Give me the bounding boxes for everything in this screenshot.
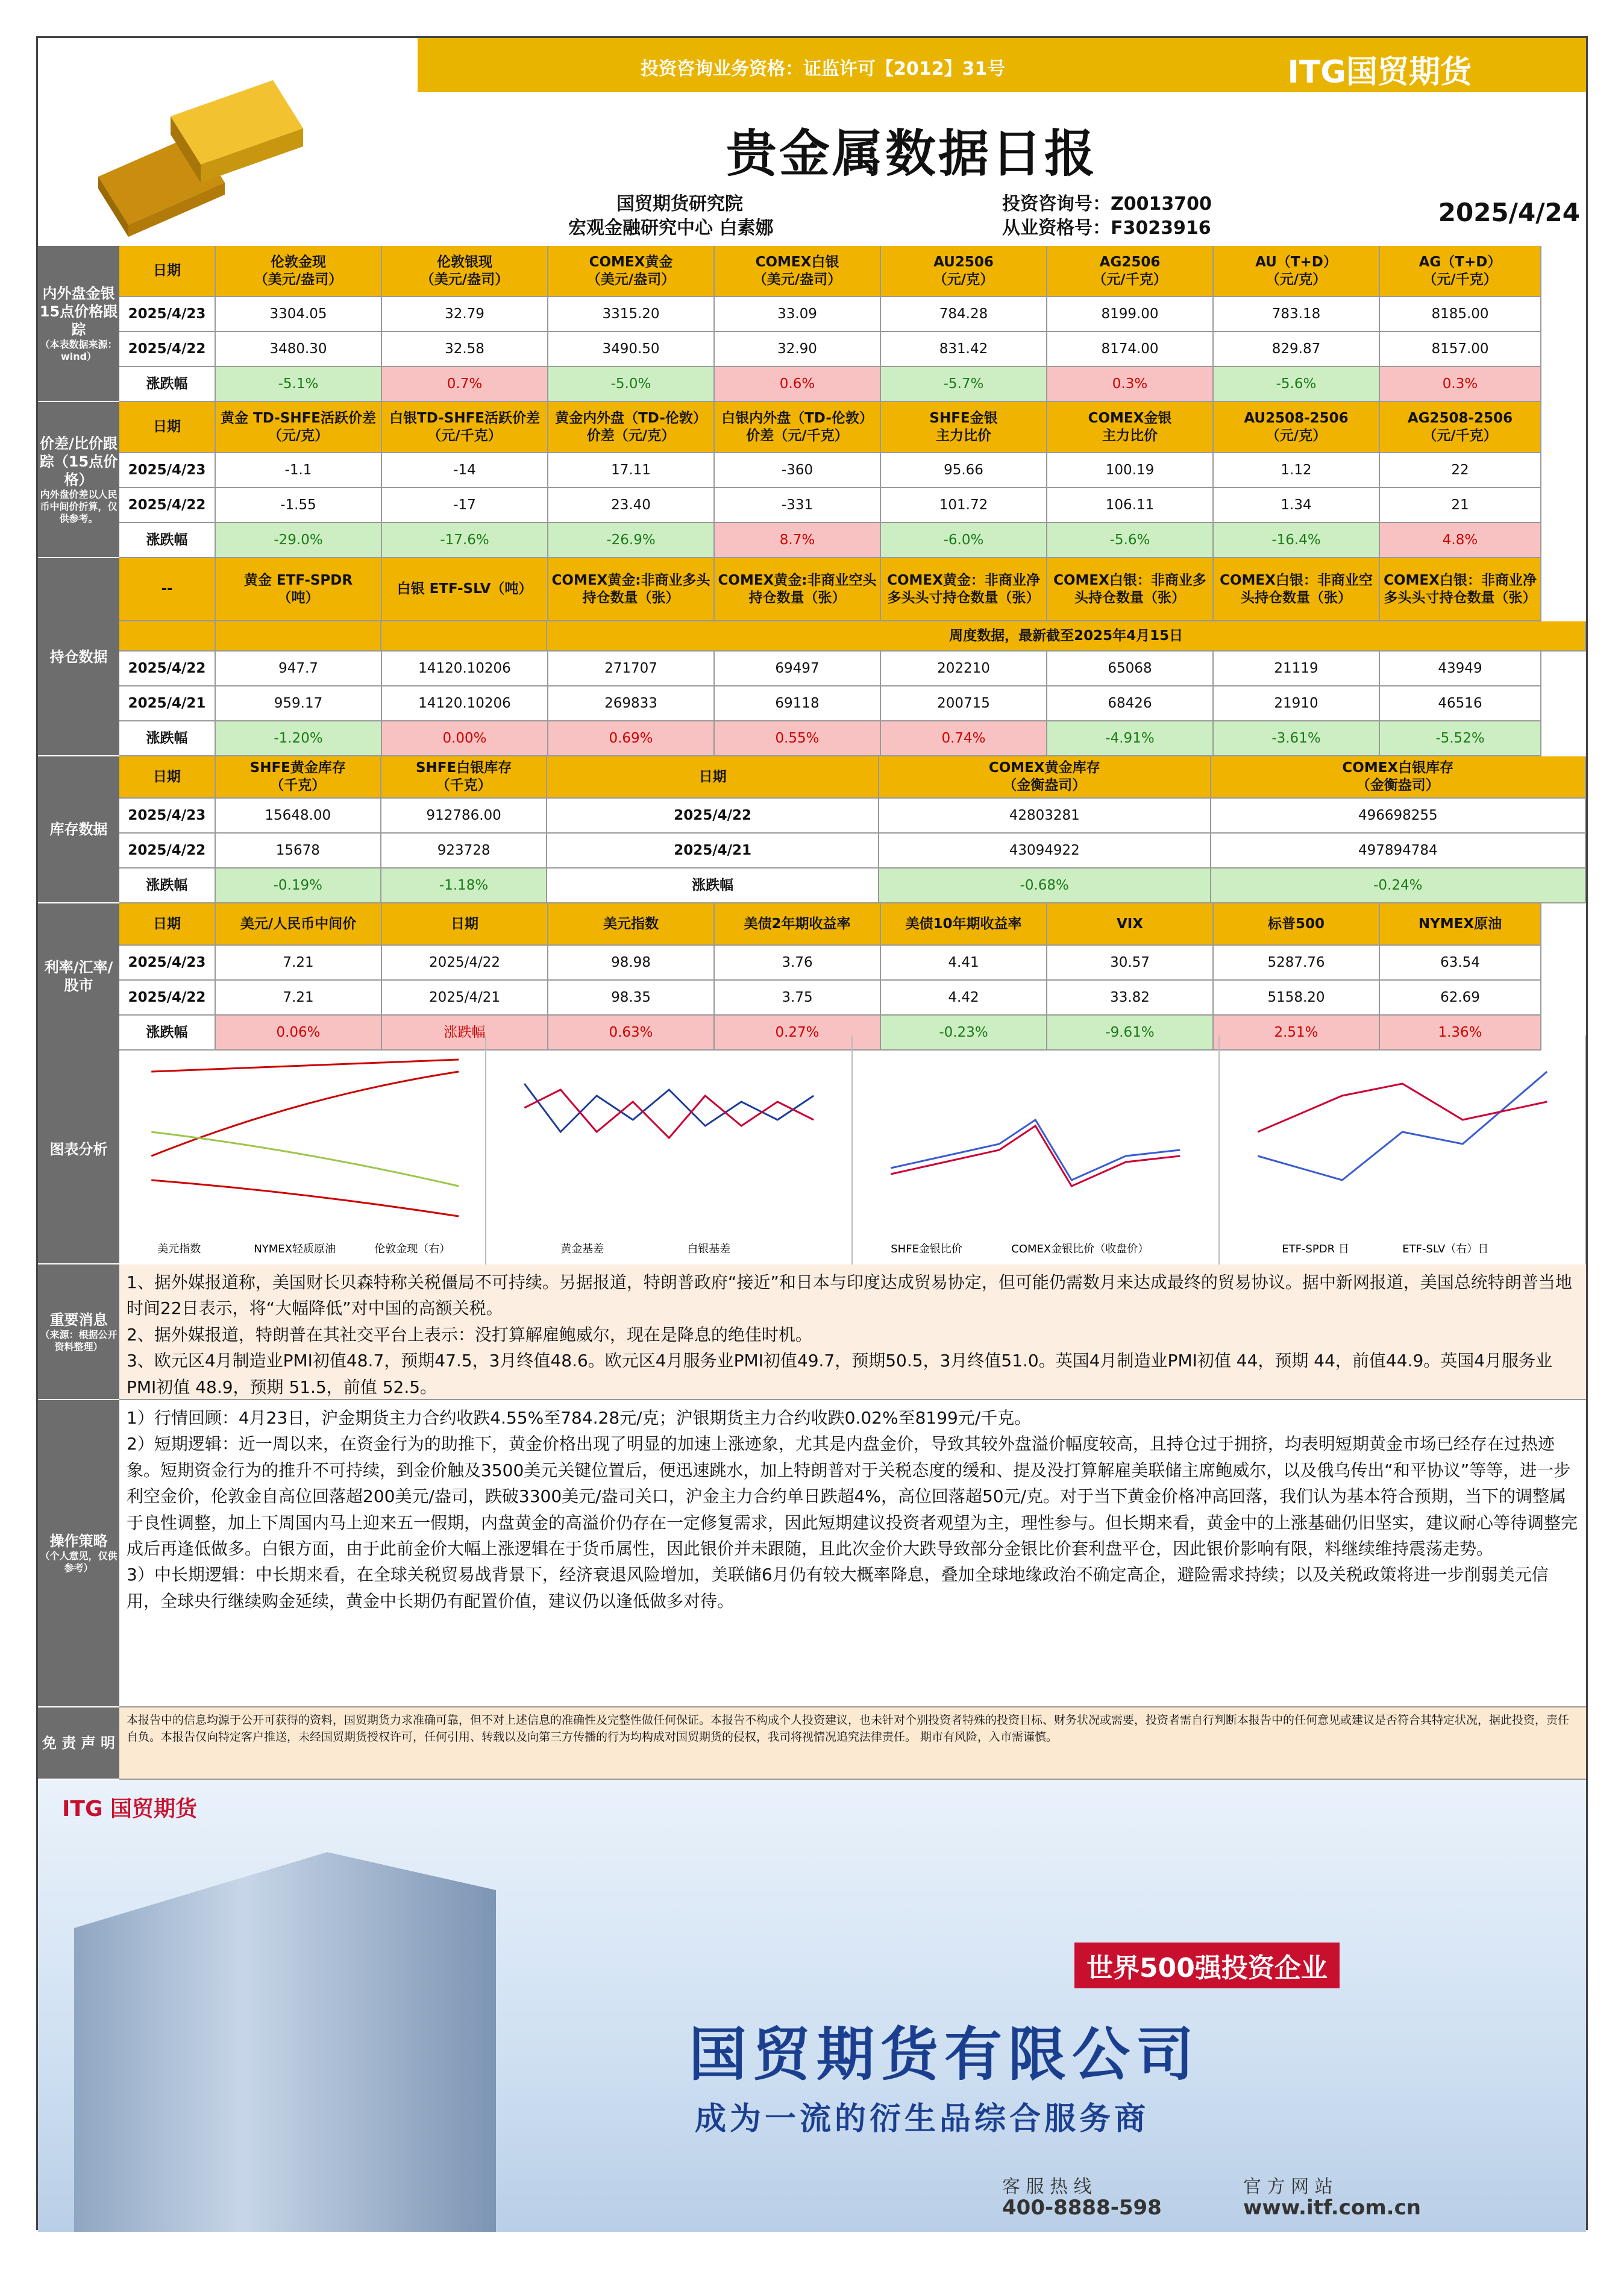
table-cell: 46516 — [1380, 686, 1541, 721]
table-cell: -17.6% — [382, 523, 548, 558]
table-cell: 美元/人民币中间价 — [216, 903, 382, 946]
table-row — [119, 869, 1586, 903]
building-image — [74, 1852, 496, 2232]
banner-company: 国贸期货有限公司 — [689, 2021, 1200, 2088]
license-text: 投资咨询业务资格：证监许可【2012】31号 — [641, 58, 1006, 80]
table-cell: 202210 — [881, 652, 1047, 686]
table-row — [119, 488, 1586, 523]
legend-item: NYMEX轻质原油 — [254, 1243, 336, 1255]
table-cell: 2.51% — [1214, 1016, 1380, 1051]
table-cell: 959.17 — [216, 686, 382, 721]
table-cell: 3304.05 — [216, 297, 382, 332]
table-cell — [119, 621, 216, 652]
table-cell: 106.11 — [1047, 488, 1214, 523]
table-cell: 0.7% — [382, 367, 548, 402]
report-page — [36, 36, 1588, 2230]
banner-slogan2: 成为一流的衍生品综合服务商 — [695, 2101, 1150, 2137]
table-cell: 8185.00 — [1380, 297, 1541, 332]
table-cell: 涨跌幅 — [119, 1016, 216, 1051]
table-cell: 黄金 ETF-SPDR （吨） — [216, 558, 382, 621]
report-date: 2025/4/24 — [1438, 198, 1580, 227]
table-cell: 3.76 — [715, 946, 881, 981]
table-cell: 2025/4/22 — [547, 799, 879, 834]
legend-item: ETF-SPDR 日 — [1281, 1243, 1349, 1255]
table-cell — [216, 621, 381, 652]
table-cell: 5287.76 — [1214, 946, 1380, 981]
table-cell: 98.35 — [548, 981, 715, 1016]
table-cell: COMEX黄金:非商业多头持仓数量（张） — [548, 558, 715, 621]
strategy-text: 1）行情回顾：4月23日，沪金期货主力合约收跌4.55%至784.28元/克；沪银期货主力合约收跌0.02%至8199元/千克。 2）短期逻辑：近一周以来，在资金行为的助推下，黄金价格出现了明显的加速上涨迹象，尤其是内盘金价，导致其较外盘溢价幅度较高，且持仓过于拥挤，均表明短期黄金市场已经存在过热迹象。短期资金行为的推升不可持续，到金价触及3500美元关键位置后，便迅速跳水，加上特朗普对于关税态度的缓和、提及没打算解雇美联储主席鲍威尔，以及俄乌传出“和平协议”等等，进一步利空金价，伦敦金自高位回落超200美元/盎司，跌破3300美元/盎司关口，沪金主力合约单日跌超4%，高位回落超50元/克。对于当下黄金价格冲高回落，我们认为基本符合预期，当下的调整属于良性调整，加上下周国内马上迎来五一假期，内盘黄金的高溢价仍存在一定修复需求，因此短期建议投资者观望为主，理性参与。但长期来看，黄金中的上涨基础仍旧坚实，建议耐心等待调整完成后再逢低做多。白银方面，由于此前金价大幅上涨逻辑在于货币属性，因此银价并未跟随，且此次金价大跌导致部分金银比价套利盘平仓，因此银价影响有限，料继续维持震荡走势。 3）中长期逻辑：中长期来看，在全球关税贸易战背景下，经济衰退风险增加，美联储6月仍有较大概率降息，叠加全球地缘政治不确定高企，避险需求持续；以及关税政策将进一步削弱美元信用，全球央行继续购金延续，黄金中长期仍有配置价值，建议仍以逢低做多对待。 — [119, 1400, 1586, 1707]
table-cell: 日期 — [119, 402, 216, 453]
table-cell: NYMEX原油 — [1380, 903, 1541, 946]
table-row — [119, 981, 1586, 1016]
table-cell: 65068 — [1047, 652, 1214, 686]
table-cell: 2025/4/21 — [382, 981, 548, 1016]
table-cell: SHFE白银库存 （千克） — [381, 756, 547, 799]
table-row — [119, 523, 1586, 558]
table-cell: 784.28 — [881, 297, 1047, 332]
table-cell: 42803281 — [879, 799, 1211, 834]
table-cell: 912786.00 — [381, 799, 547, 834]
table-cell: 日期 — [119, 903, 216, 946]
license-bar — [418, 38, 1586, 92]
table-row — [119, 621, 1586, 652]
table-cell: 2025/4/22 — [119, 652, 216, 686]
table-cell: 8199.00 — [1047, 297, 1214, 332]
table-cell: 43949 — [1380, 652, 1541, 686]
table-cell: 7.21 — [216, 946, 382, 981]
table-cell: 32.79 — [382, 297, 548, 332]
table-cell: -5.6% — [1214, 367, 1380, 402]
hotline-number: 400-8888-598 — [1002, 2196, 1162, 2220]
table-cell: -331 — [715, 488, 881, 523]
table-cell: 标普500 — [1214, 903, 1380, 946]
org-center: 宏观金融研究中心 白素娜 — [568, 218, 774, 239]
table-cell: 涨跌幅 — [547, 869, 879, 903]
table-cell: 伦敦金现 （美元/盎司） — [216, 246, 382, 297]
table-row — [119, 756, 1586, 799]
table-cell: 783.18 — [1214, 297, 1380, 332]
section-label: 图表分析 — [49, 1141, 108, 1158]
table-cell: 2025/4/23 — [119, 946, 216, 981]
table-cell: -16.4% — [1214, 523, 1380, 558]
table-cell: 269833 — [548, 686, 715, 721]
table-cell: 43094922 — [879, 834, 1211, 869]
table-cell: SHFE金银 主力比价 — [881, 402, 1047, 453]
table-cell: 2025/4/22 — [382, 946, 548, 981]
table-cell: 0.69% — [548, 721, 715, 756]
table-cell: AU2506 （元/克） — [881, 246, 1047, 297]
table-cell: 496698255 — [1211, 799, 1586, 834]
table-cell: 7.21 — [216, 981, 382, 1016]
table-cell: 829.87 — [1214, 332, 1380, 367]
hotline-label: 客 服 热 线 — [1002, 2176, 1092, 2197]
legend-item: COMEX金银比价（收盘价） — [1011, 1243, 1149, 1255]
table-cell: 8.7% — [715, 523, 881, 558]
table-cell: 黄金 TD-SHFE活跃价差（元/克） — [216, 402, 382, 453]
table-cell: SHFE黄金库存 （千克） — [216, 756, 381, 799]
chart-gold-silver-ratio — [853, 1035, 1220, 1264]
table-cell: -- — [119, 558, 216, 621]
table-row — [119, 834, 1586, 869]
table-cell: 831.42 — [881, 332, 1047, 367]
table-cell: AG2508-2506 （元/千克） — [1380, 402, 1541, 453]
org-name: 国贸期货研究院 — [616, 193, 743, 215]
table-cell: -5.7% — [881, 367, 1047, 402]
table-cell: 白银 ETF-SLV（吨） — [382, 558, 548, 621]
table-cell: COMEX黄金 （美元/盎司） — [548, 246, 715, 297]
table-cell: 黄金内外盘（TD-伦敦）价差（元/克） — [548, 402, 715, 453]
table-cell: COMEX黄金：非商业净多头头寸持仓数量（张） — [881, 558, 1047, 621]
section-label: 操作策略 — [49, 1533, 108, 1550]
table-cell: 69118 — [715, 686, 881, 721]
section-side: 价差/比价跟踪（15点价格） 内外盘价差以人民币中间价折算，仅供参考。 — [38, 402, 119, 558]
table-cell: 日期 — [547, 756, 879, 799]
table-cell: 日期 — [119, 756, 216, 799]
section-side: 持仓数据 — [38, 558, 119, 756]
section-strategy — [38, 1400, 119, 1707]
table-cell: -0.19% — [216, 869, 381, 903]
table-cell: 33.09 — [715, 297, 881, 332]
table-cell: 23.40 — [548, 488, 715, 523]
section-label: 重要消息 — [49, 1311, 108, 1328]
table-cell: 2025/4/22 — [119, 981, 216, 1016]
table-row — [119, 367, 1586, 402]
table-cell: -0.24% — [1211, 869, 1586, 903]
table-cell: 3490.50 — [548, 332, 715, 367]
brand-logo: ITG国贸期货 — [1287, 54, 1472, 90]
table-cell: 200715 — [881, 686, 1047, 721]
table-cell: 2025/4/22 — [119, 488, 216, 523]
chart-dxy-oil-gold — [119, 1035, 486, 1264]
table-cell: 68426 — [1047, 686, 1214, 721]
table-cell: -1.20% — [216, 721, 382, 756]
table-cell: 涨跌幅 — [119, 721, 216, 756]
table-cell: 14120.10206 — [382, 686, 548, 721]
table-cell: 4.41 — [881, 946, 1047, 981]
table-cell: 4.8% — [1380, 523, 1541, 558]
section-disclaimer — [38, 1707, 119, 1780]
site-url[interactable]: www.itf.com.cn — [1243, 2196, 1421, 2220]
table-cell: -26.9% — [548, 523, 715, 558]
table-cell: -5.52% — [1380, 721, 1541, 756]
table-cell: 2025/4/23 — [119, 453, 216, 488]
table-cell: -9.61% — [1047, 1016, 1214, 1051]
table-cell: 0.63% — [548, 1016, 715, 1051]
table-cell: -29.0% — [216, 523, 382, 558]
table-cell: 3.75 — [715, 981, 881, 1016]
table-cell: 497894784 — [1211, 834, 1586, 869]
table-row — [119, 686, 1586, 721]
table-cell: 100.19 — [1047, 453, 1214, 488]
table-cell: 947.7 — [216, 652, 382, 686]
table-cell: 923728 — [381, 834, 547, 869]
table-cell: 2025/4/23 — [119, 297, 216, 332]
table-cell: 95.66 — [881, 453, 1047, 488]
section-note: （来源：根据公开资料整理） — [40, 1328, 118, 1352]
table-cell: 3315.20 — [548, 297, 715, 332]
table-cell — [381, 621, 547, 652]
section-note: （个人意见，仅供参考） — [40, 1550, 118, 1574]
legend-item: 伦敦金现（右） — [374, 1243, 451, 1255]
table-cell: 涨跌幅 — [382, 1016, 548, 1051]
table-cell: 62.69 — [1380, 981, 1541, 1016]
table-cell: -5.6% — [1047, 523, 1214, 558]
table-cell: VIX — [1047, 903, 1214, 946]
legend-item: 白银基差 — [686, 1243, 730, 1255]
table-cell: 美元指数 — [548, 903, 715, 946]
table-cell: COMEX白银：非商业多头持仓数量（张） — [1047, 558, 1214, 621]
table-cell: 69497 — [715, 652, 881, 686]
table-cell: 美债10年期收益率 — [881, 903, 1047, 946]
table-cell: 98.98 — [548, 946, 715, 981]
disclaimer-text: 本报告中的信息均源于公开可获得的资料，国贸期货力求准确可靠，但不对上述信息的准确性及完整性做任何保证。本报告不构成个人投资建议，也未针对个别投资者特殊的投资目标、财务状况或需要，投资者需自行判断本报告中的任何意见或建议是否符合其特定状况，据此投资，责任自负。本报告仅向特定客户推送，未经国贸期货授权许可，任何引用、转载以及向第三方传播的行为均构成对国贸期货的侵权，我司将视情况追究法律责任。 期市有风险，入市需谨慎。 — [119, 1707, 1586, 1780]
table-cell: 1.12 — [1214, 453, 1380, 488]
table-cell: COMEX白银 （美元/盎司） — [715, 246, 881, 297]
gold-bar-icon — [74, 62, 351, 243]
table-cell: AG2506 （元/千克） — [1047, 246, 1214, 297]
table-cell: 21119 — [1214, 652, 1380, 686]
table-cell: 32.58 — [382, 332, 548, 367]
table-cell: AU（T+D） （元/克） — [1214, 246, 1380, 297]
table-cell: 15648.00 — [216, 799, 381, 834]
table-cell: 4.42 — [881, 981, 1047, 1016]
table-row — [119, 558, 1586, 621]
table-cell: 101.72 — [881, 488, 1047, 523]
table-cell: -6.0% — [881, 523, 1047, 558]
table-cell: 0.3% — [1047, 367, 1214, 402]
table-cell: -5.0% — [548, 367, 715, 402]
table-cell: 2025/4/23 — [119, 799, 216, 834]
table-cell: 2025/4/22 — [119, 834, 216, 869]
table-cell: AU2508-2506 （元/克） — [1214, 402, 1380, 453]
practice-number: 从业资格号：F3023916 — [1002, 218, 1211, 239]
chart-etf-holdings — [1220, 1035, 1587, 1264]
table-row — [119, 652, 1586, 686]
table-cell: 5158.20 — [1214, 981, 1380, 1016]
table-cell: COMEX白银：非商业净多头头寸持仓数量（张） — [1380, 558, 1541, 621]
table-cell: -5.1% — [216, 367, 382, 402]
table-cell: 32.90 — [715, 332, 881, 367]
table-cell: COMEX黄金库存 （金衡盎司） — [879, 756, 1211, 799]
charts-row — [119, 1035, 1586, 1264]
table-cell: 涨跌幅 — [119, 367, 216, 402]
table-row — [119, 332, 1586, 367]
table-cell: -0.68% — [879, 869, 1211, 903]
section-side: 利率/汇率/股市 — [38, 903, 119, 1051]
table-cell: 0.00% — [382, 721, 548, 756]
section-side: 内外盘金银15点价格跟踪 （本表数据来源：wind） — [38, 246, 119, 402]
table-cell: -3.61% — [1214, 721, 1380, 756]
legend-item: 黄金基差 — [560, 1243, 604, 1255]
table-cell: 271707 — [548, 652, 715, 686]
table-cell: 白银内外盘（TD-伦敦）价差（元/千克） — [715, 402, 881, 453]
table-cell: 30.57 — [1047, 946, 1214, 981]
table-cell: 0.06% — [216, 1016, 382, 1051]
table-cell: -1.55 — [216, 488, 382, 523]
report-title: 贵金属数据日报 — [726, 124, 1097, 183]
table-row — [119, 799, 1586, 834]
site-label: 官 方 网 站 — [1243, 2176, 1333, 2197]
table-cell: 2025/4/22 — [119, 332, 216, 367]
table-cell: 17.11 — [548, 453, 715, 488]
table-cell: COMEX黄金:非商业空头持仓数量（张） — [715, 558, 881, 621]
table-cell: 涨跌幅 — [119, 869, 216, 903]
table-cell: 8174.00 — [1047, 332, 1214, 367]
table-row — [119, 402, 1586, 453]
table-row — [119, 903, 1586, 946]
table-cell: 63.54 — [1380, 946, 1541, 981]
table-cell: 1.34 — [1214, 488, 1380, 523]
table-cell: -17 — [382, 488, 548, 523]
table-cell: 0.6% — [715, 367, 881, 402]
table-cell: 21910 — [1214, 686, 1380, 721]
table-cell: COMEX白银：非商业空头持仓数量（张） — [1214, 558, 1380, 621]
table-cell: 1.36% — [1380, 1016, 1541, 1051]
table-cell: -1.18% — [381, 869, 547, 903]
table-cell: 0.3% — [1380, 367, 1541, 402]
consult-number: 投资咨询号：Z0013700 — [1002, 193, 1212, 215]
table-cell: 14120.10206 — [382, 652, 548, 686]
table-cell: 33.82 — [1047, 981, 1214, 1016]
table-cell: -360 — [715, 453, 881, 488]
table-cell: -1.1 — [216, 453, 382, 488]
table-cell: 21 — [1380, 488, 1541, 523]
legend-item: 美元指数 — [157, 1243, 201, 1255]
table-row — [119, 246, 1586, 297]
table-cell: 2025/4/21 — [119, 686, 216, 721]
table-row — [119, 453, 1586, 488]
table-cell: 0.27% — [715, 1016, 881, 1051]
table-row — [119, 721, 1586, 756]
table-cell: 涨跌幅 — [119, 523, 216, 558]
table-cell: 美债2年期收益率 — [715, 903, 881, 946]
table-cell: 白银TD-SHFE活跃价差（元/千克） — [382, 402, 548, 453]
table-row — [119, 946, 1586, 981]
section-charts — [38, 1035, 119, 1264]
chart-basis — [486, 1035, 853, 1264]
table-cell: COMEX金银 主力比价 — [1047, 402, 1214, 453]
legend-item: SHFE金银比价 — [891, 1243, 962, 1255]
section-news — [38, 1264, 119, 1400]
table-cell: 3480.30 — [216, 332, 382, 367]
section-label: 免 责 声 明 — [42, 1735, 116, 1751]
section-side: 库存数据 — [38, 756, 119, 903]
table-cell: 日期 — [382, 903, 548, 946]
table-cell: 0.55% — [715, 721, 881, 756]
news-text: 1、据外媒报道称，美国财长贝森特称关税僵局不可持续。另据报道，特朗普政府“接近”和日本与印度达成贸易协定，但可能仍需数月来达成最终的贸易协议。据中新网报道，美国总统特朗普当地时间22日表示，将“大幅降低”对中国的高额关税。 2、据外媒报道，特朗普在其社交平台上表示：没打算解雇鲍威尔，现在是降息的绝佳时机。 3、欧元区4月制造业PMI初值48.7，预期47.5，3月终值48.6。欧元区4月服务业PMI初值49.7，预期50.5，3月终值51.0。英国4月制造业PMI初值 44，预期 44，前值44.9。英国4月服务业PMI初值 48.9，预期 51.5，前值 52.5。 — [119, 1264, 1586, 1400]
table-cell: 15678 — [216, 834, 381, 869]
table-cell: -0.23% — [881, 1016, 1047, 1051]
company-banner — [38, 1780, 1586, 2232]
table-cell: 8157.00 — [1380, 332, 1541, 367]
banner-brand: ITG 国贸期货 — [62, 1797, 198, 1821]
table-cell: -4.91% — [1047, 721, 1214, 756]
table-cell: 伦敦银现 （美元/盎司） — [382, 246, 548, 297]
legend-item: ETF-SLV（右）日 — [1402, 1243, 1488, 1255]
table-cell: 22 — [1380, 453, 1541, 488]
table-cell: 日期 — [119, 246, 216, 297]
table-row — [119, 297, 1586, 332]
table-cell: -14 — [382, 453, 548, 488]
table-cell: 周度数据，最新截至2025年4月15日 — [547, 621, 1586, 652]
banner-slogan1: 世界500强投资企业 — [1074, 1943, 1340, 1988]
table-cell: 2025/4/21 — [547, 834, 879, 869]
table-cell: AG（T+D） （元/千克） — [1380, 246, 1541, 297]
table-cell: COMEX白银库存 （金衡盎司） — [1211, 756, 1586, 799]
table-cell: 0.74% — [881, 721, 1047, 756]
